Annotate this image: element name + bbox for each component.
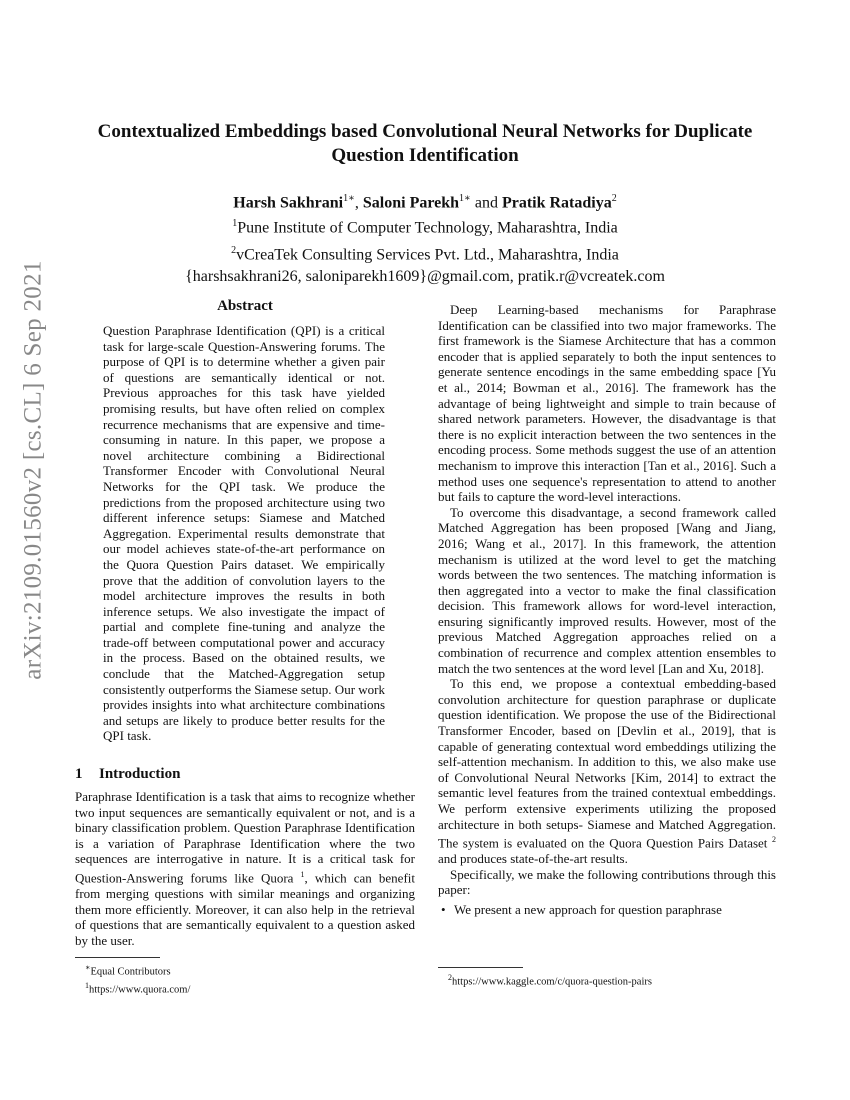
footnote-mark: 2: [448, 973, 452, 982]
right-p3-text-b: and produces state-of-the-art results.: [438, 851, 628, 867]
list-item: [441, 901, 776, 918]
footnote-mark: 1: [85, 980, 89, 990]
abstract-text: Question Paraphrase Identification (QPI) is a critical task for large-scale Question-Answering forums. The purpose of QPI is to determine whether a given pair of questions are semantically identical or not. Previous approaches for this task have yielded promising results, but have often relied on complex recurrence mechanisms that are expensive and time-consuming in nature. In this paper, we propose a novel architecture combining a Bidirectional Transformer Encoder with Convolutional Neural Networks for the QPI task. We produce the predictions from the proposed architecture using two different inference setups: Siamese and Matched Aggregation. Experimental results demonstrate that our model achieves state-of-the-art performance on the Quora Question Pairs dataset. We empirically prove that the addition of convolution layers to the model architecture improves the results in both inference setups. We also investigate the impact of partial and complete fine-tuning and analyze the trade-off between computational power and accuracy in the process. Based on the obtained results, we conclude that the Matched-Aggregation setup consistently outperforms the Siamese setup. Our work provides insights into what architecture combinations and setups are likely to produce better results for the QPI task.: [103, 323, 385, 744]
author-separator: ,: [354, 194, 363, 212]
footnote-equal-contrib: [85, 961, 415, 979]
arxiv-id-text: arXiv:2109.01560v2 [cs.CL] 6 Sep 2021: [20, 260, 48, 680]
left-column: [75, 298, 415, 996]
footnote-ref-2: 2: [772, 835, 776, 845]
affiliation-1-mark: 1: [232, 218, 238, 230]
title-line-1: Contextualized Embeddings based Convolutional Neural Networks for Duplicate: [97, 121, 753, 142]
title-line-2: Question Identification: [331, 145, 519, 166]
author-emails: {harshsakhrani26, saloniparekh1609}@gmail.com, pratik.r@vcreatek.com: [185, 267, 665, 285]
arxiv-identifier-stamp: [14, 260, 54, 680]
footnote-kaggle: [448, 971, 776, 989]
right-p3-text-a: To this end, we propose a contextual embedding-based convolution architecture for question paraphrase or duplicate question identification. We propose the use of the Bidirectional Transformer Encoder, based on [Devlin et al., 2019], that is capable of generating contextual word embeddings utilizing the self-attention mechanism. In addition to this, we also make use of Convolutional Neural Networks [Kim, 2014] to extract the semantic level features from the trained contextual embeddings. We perform extensive experiments utilizing the proposed architecture in both setups- Siamese and Matched Aggregation. The system is evaluated on the Quora Question Pairs Dataset: [438, 676, 776, 851]
footnote-link: https://www.kaggle.com/c/quora-question-pairs: [452, 976, 652, 988]
footnote-text: Equal Contributors: [90, 966, 171, 978]
author-3: Pratik Ratadiya: [501, 194, 612, 212]
footnote-mark: ∗: [85, 963, 91, 973]
right-paragraph-4: Specifically, we make the following contributions through this paper:: [438, 866, 776, 898]
author-1-mark: 1∗: [343, 193, 355, 204]
right-column: [438, 302, 776, 917]
intro-text-a: Paraphrase Identification is a task that aims to recognize whether two input sequences are semantically equivalent or not, and is a binary classification problem. Question Paraphrase Identification is a variation of Paraphrase Identification where the two sequences are interrogative in nature. It is a critical task for Question-Answering forums like Quora: [75, 789, 415, 886]
title-block: [60, 120, 790, 288]
bullet-mark: •: [441, 901, 446, 917]
section-heading-introduction: [75, 766, 415, 783]
author-2: Saloni Parekh: [362, 194, 460, 212]
intro-paragraph: [75, 789, 415, 948]
author-3-mark: 2: [611, 193, 617, 204]
abstract-heading: Abstract: [217, 298, 273, 314]
section-number: 1: [75, 766, 83, 783]
affiliation-1-text: Pune Institute of Computer Technology, Maharashtra, India: [237, 219, 618, 237]
paper-title: [60, 120, 790, 168]
author-1: Harsh Sakhrani: [233, 194, 344, 212]
section-title: Introduction: [99, 766, 181, 783]
footnote-link: https://www.quora.com/: [89, 984, 191, 996]
author-list: [60, 188, 790, 213]
footnote-quora: [85, 979, 415, 997]
footnote-divider: [75, 957, 160, 958]
affiliation-2-mark: 2: [231, 244, 237, 256]
affiliation-2-text: vCreaTek Consulting Services Pvt. Ltd., Maharashtra, India: [236, 245, 619, 263]
affiliation-1: [60, 213, 790, 239]
footnote-divider: [438, 967, 523, 968]
right-paragraph-2: To overcome this disadvantage, a second framework called Matched Aggregation has been proposed [Wang and Jiang, 2016; Wang et al., 2017]. In this framework, the attention mechanism is utilized at the word level to get the matching words between the two sentences. The matching information is then aggregated into a vector to make the final classification decision. This framework allows for word-level interaction, ensuring significantly improved results. However, most of the previous Matched Aggregation approaches relied on a combination of recurrence and complex attention ensembles to match the two sentences at the word level [Lan and Xu, 2018].: [438, 504, 776, 676]
intro-text-b: , which can benefit from merging questions with similar meanings and organizing them more efficiently. Moreover, it can also help in the retrieval of questions that are semantically equivalent to a question asked by the user.: [75, 870, 416, 948]
right-paragraph-3: [438, 676, 776, 866]
author-and: and: [470, 194, 502, 212]
right-paragraph-1: Deep Learning-based mechanisms for Paraphrase Identification can be classified into two major frameworks. The first framework is the Siamese Architecture that has a common encoder that is applied separately to both the input sentences to generate sentence encodings in the same embedding space [Yu et al., 2014; Bowman et al., 2016]. The framework has the advantage of being lightweight and simple to train because of shared network parameters. However, the disadvantage is that there is no explicit interaction between the two sentences in the encoding process. Some methods suggest the use of an attention mechanism to improve this interaction [Tan et al., 2016]. Such a method uses one sequence's representation to attend to another but fails to capture the word-level interactions.: [438, 302, 776, 505]
contributions-list: [438, 902, 776, 918]
author-2-mark: 1∗: [459, 193, 471, 204]
footnote-ref-1: 1: [300, 870, 305, 879]
right-footnote-block: [438, 958, 776, 989]
list-item-text: We present a new approach for question paraphrase: [454, 901, 722, 917]
affiliation-2: [60, 240, 790, 266]
